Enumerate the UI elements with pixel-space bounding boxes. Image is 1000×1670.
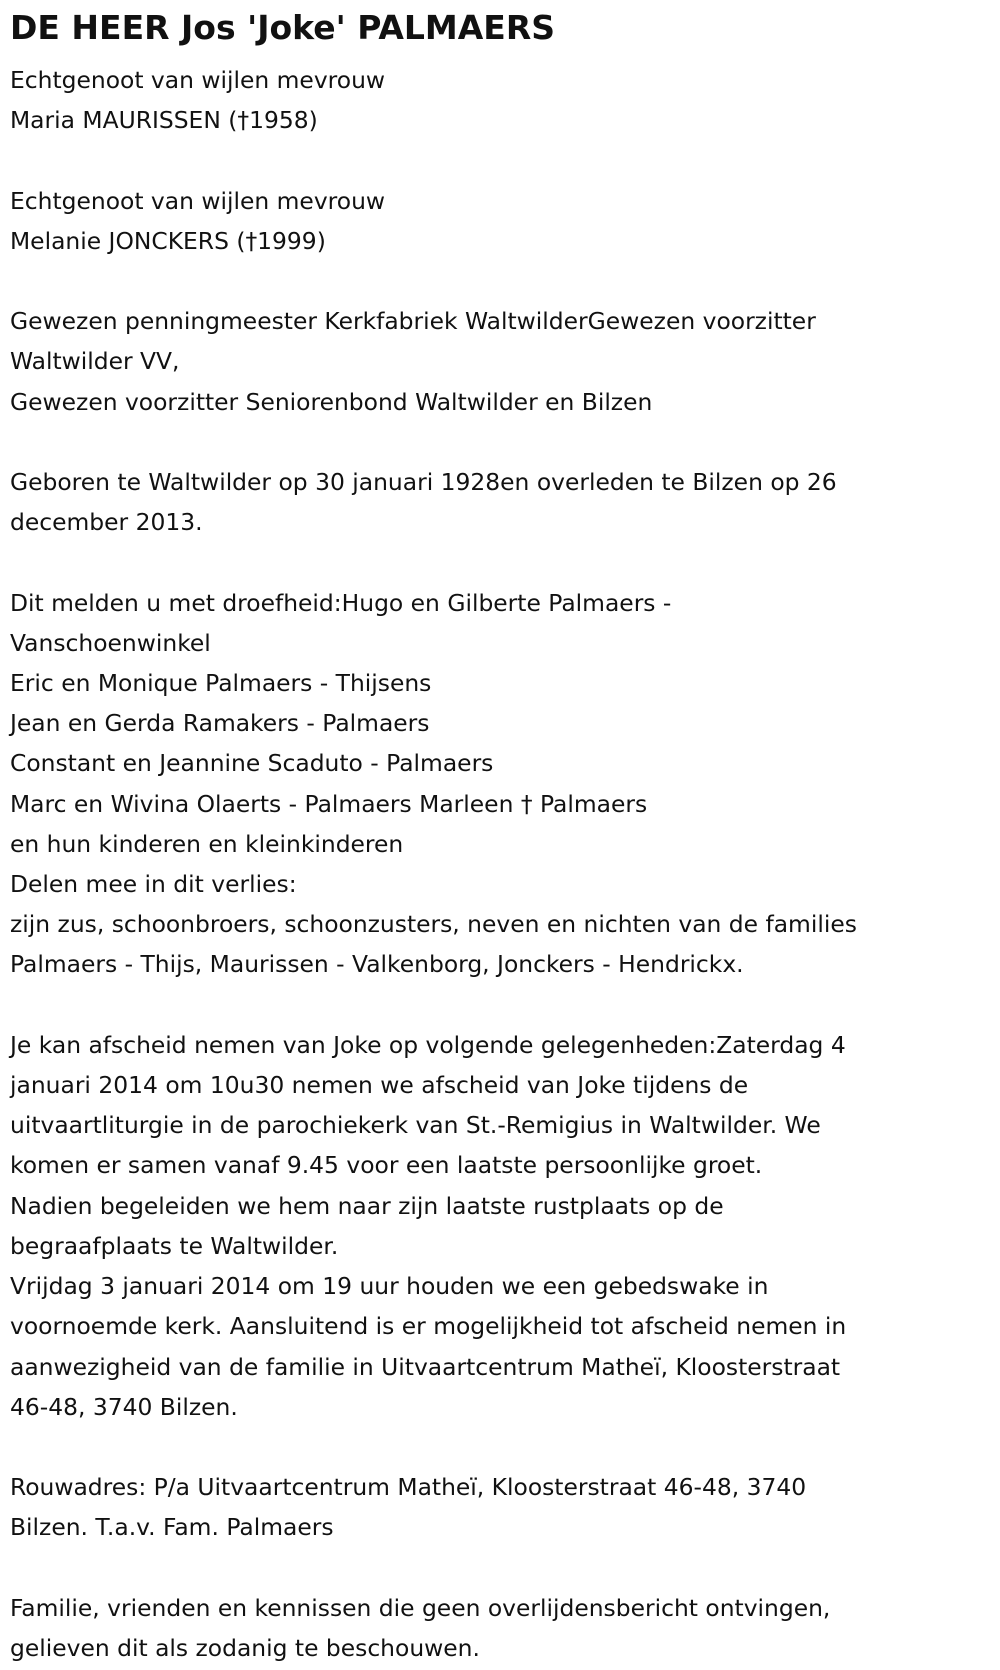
obituary-body: Echtgenoot van wijlen mevrouw Maria MAURISSEN (†1958) Echtgenoot van wijlen mevrouw Melanie JONCKERS (†1999) Gewezen penningmeester Kerkfabriek WaltwilderGewezen voorzitter Waltwilder VV, Gewezen voorzitter Seniorenbond Waltwilder en Bilzen Geboren te Waltwilder op 30 januari 1928en overleden te Bilzen op 26 december 2013. Dit melden u met droefheid:Hugo en Gilberte Palmaers - Vanschoenwinkel Eric en Monique Palmaers - Thijsens Jean en Gerda Ramakers - Palmaers Constant en Jeannine Scaduto - Palmaers Marc en Wivina Olaerts - Palmaers Marleen † Palmaers en hun kinderen en kleinkinderen Delen mee in dit verlies: zijn zus, schoonbroers, schoonzusters, neven en nichten van de families Palmaers - Thijs, Maurissen - Valkenborg, Jonckers - Hendrickx. Je kan afscheid nemen van Joke op volgende gelegenheden:Zaterdag 4 januari 2014 om 10u30 nemen we afscheid van Joke tijdens de uitvaartliturgie in de parochiekerk van St.-Remigius in Waltwilder. We komen er samen vanaf 9.45 voor een laatste persoonlijke groet. Nadien begeleiden we hem naar zijn laatste rustplaats op de begraafplaats te Waltwilder. Vrijdag 3 januari 2014 om 19 uur houden we een gebedswake in voornoemde kerk. Aansluitend is er mogelijkheid tot afscheid nemen in aanwezigheid van de familie in Uitvaartcentrum Matheï, Kloosterstraat 46-48, 3740 Bilzen. Rouwadres: P/a Uitvaartcentrum Matheï, Kloosterstraat 46-48, 3740 Bilzen. T.a.v. Fam. Palmaers Familie, vrienden en kennissen die geen overlijdensbericht ontvingen, gelieven dit als zodanig te beschouwen. xyxy=(10,66,857,1662)
obituary-title: DE HEER Jos 'Joke' PALMAERS xyxy=(10,8,556,47)
